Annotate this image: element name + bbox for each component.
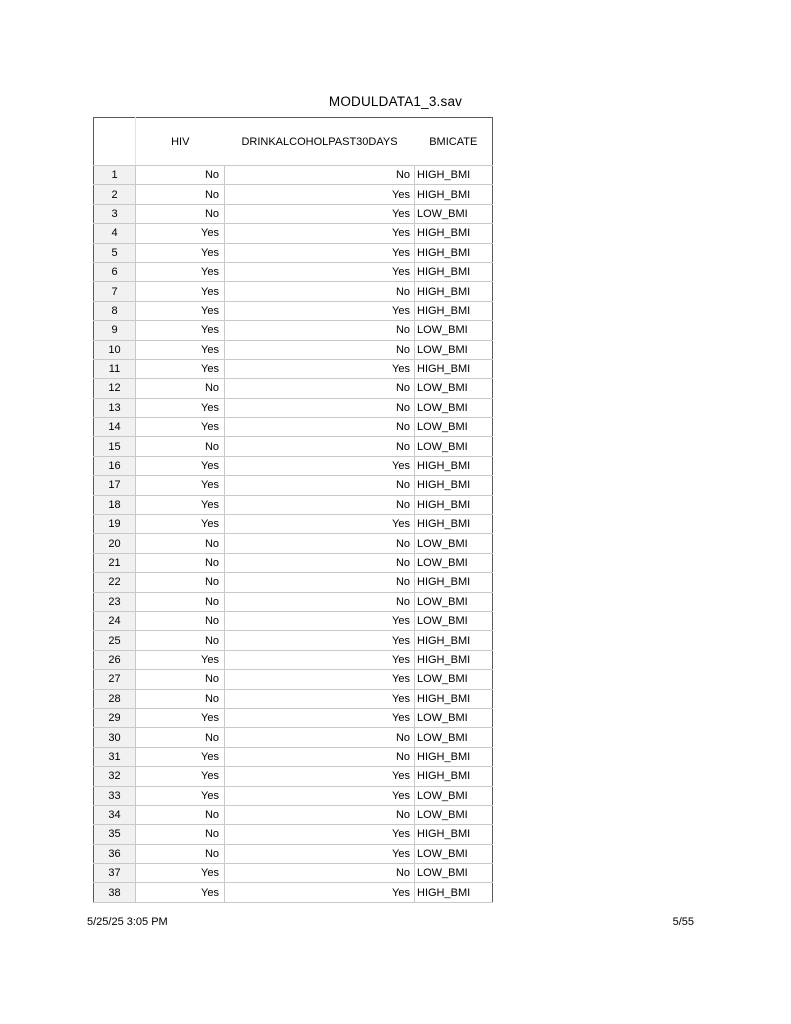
row-number-cell: 17 xyxy=(94,476,136,495)
header-row xyxy=(94,118,493,166)
table-row xyxy=(94,786,493,805)
drinkalcohol-cell: Yes xyxy=(225,262,415,281)
drinkalcohol-cell: Yes xyxy=(225,825,415,844)
column-header-drinkalcoholpast30days: DRINKALCOHOLPAST30DAYS xyxy=(225,118,415,166)
row-number-cell: 20 xyxy=(94,534,136,553)
hiv-cell: No xyxy=(136,437,225,456)
table-row xyxy=(94,204,493,223)
bmicate-cell: HIGH_BMI xyxy=(415,224,493,243)
hiv-cell: Yes xyxy=(136,359,225,378)
table-row xyxy=(94,553,493,572)
column-header-bmicate: BMICATE xyxy=(415,118,493,166)
table-header xyxy=(94,118,493,166)
bmicate-cell: LOW_BMI xyxy=(415,340,493,359)
row-number-cell: 24 xyxy=(94,611,136,630)
table-row xyxy=(94,340,493,359)
hiv-cell: Yes xyxy=(136,708,225,727)
table-row xyxy=(94,573,493,592)
table-row xyxy=(94,224,493,243)
row-number-cell: 35 xyxy=(94,825,136,844)
bmicate-cell: HIGH_BMI xyxy=(415,262,493,281)
hiv-cell: No xyxy=(136,670,225,689)
bmicate-cell: LOW_BMI xyxy=(415,418,493,437)
bmicate-cell: LOW_BMI xyxy=(415,398,493,417)
hiv-cell: Yes xyxy=(136,262,225,281)
table-row xyxy=(94,844,493,863)
drinkalcohol-cell: No xyxy=(225,864,415,883)
row-number-cell: 16 xyxy=(94,456,136,475)
drinkalcohol-cell: Yes xyxy=(225,670,415,689)
hiv-cell: No xyxy=(136,844,225,863)
table-row xyxy=(94,825,493,844)
row-number-cell: 28 xyxy=(94,689,136,708)
table-row xyxy=(94,689,493,708)
drinkalcohol-cell: No xyxy=(225,321,415,340)
bmicate-cell: HIGH_BMI xyxy=(415,689,493,708)
table-row xyxy=(94,398,493,417)
drinkalcohol-cell: No xyxy=(225,495,415,514)
hiv-cell: No xyxy=(136,166,225,185)
bmicate-cell: LOW_BMI xyxy=(415,805,493,824)
drinkalcohol-cell: Yes xyxy=(225,767,415,786)
drinkalcohol-cell: No xyxy=(225,340,415,359)
bmicate-cell: HIGH_BMI xyxy=(415,825,493,844)
row-number-cell: 12 xyxy=(94,379,136,398)
table-row xyxy=(94,728,493,747)
table-row xyxy=(94,495,493,514)
hiv-cell: No xyxy=(136,805,225,824)
drinkalcohol-cell: Yes xyxy=(225,456,415,475)
footer-page-number: 5/55 xyxy=(672,916,694,928)
bmicate-cell: LOW_BMI xyxy=(415,670,493,689)
table-row xyxy=(94,476,493,495)
bmicate-cell: HIGH_BMI xyxy=(415,883,493,902)
drinkalcohol-cell: No xyxy=(225,534,415,553)
bmicate-cell: HIGH_BMI xyxy=(415,515,493,534)
drinkalcohol-cell: No xyxy=(225,379,415,398)
drinkalcohol-cell: No xyxy=(225,398,415,417)
hiv-cell: No xyxy=(136,553,225,572)
bmicate-cell: LOW_BMI xyxy=(415,786,493,805)
hiv-cell: Yes xyxy=(136,476,225,495)
hiv-cell: Yes xyxy=(136,767,225,786)
table-row xyxy=(94,650,493,669)
drinkalcohol-cell: Yes xyxy=(225,708,415,727)
drinkalcohol-cell: Yes xyxy=(225,301,415,320)
hiv-cell: No xyxy=(136,185,225,204)
hiv-cell: No xyxy=(136,689,225,708)
document-title: MODULDATA1_3.sav xyxy=(328,94,463,109)
hiv-cell: Yes xyxy=(136,786,225,805)
row-number-header xyxy=(94,118,136,166)
hiv-cell: Yes xyxy=(136,864,225,883)
table-row xyxy=(94,359,493,378)
column-header-hiv: HIV xyxy=(136,118,225,166)
bmicate-cell: LOW_BMI xyxy=(415,534,493,553)
table-row xyxy=(94,379,493,398)
table-row xyxy=(94,282,493,301)
bmicate-cell: LOW_BMI xyxy=(415,204,493,223)
table-row xyxy=(94,456,493,475)
drinkalcohol-cell: Yes xyxy=(225,883,415,902)
hiv-cell: Yes xyxy=(136,243,225,262)
bmicate-cell: HIGH_BMI xyxy=(415,476,493,495)
table-row xyxy=(94,243,493,262)
row-number-cell: 3 xyxy=(94,204,136,223)
bmicate-cell: LOW_BMI xyxy=(415,379,493,398)
table-row xyxy=(94,515,493,534)
table-row xyxy=(94,767,493,786)
row-number-cell: 10 xyxy=(94,340,136,359)
row-number-cell: 29 xyxy=(94,708,136,727)
page-footer xyxy=(87,916,694,928)
bmicate-cell: LOW_BMI xyxy=(415,864,493,883)
table-row xyxy=(94,592,493,611)
bmicate-cell: LOW_BMI xyxy=(415,844,493,863)
row-number-cell: 11 xyxy=(94,359,136,378)
drinkalcohol-cell: Yes xyxy=(225,224,415,243)
row-number-cell: 22 xyxy=(94,573,136,592)
drinkalcohol-cell: No xyxy=(225,747,415,766)
hiv-cell: No xyxy=(136,631,225,650)
hiv-cell: Yes xyxy=(136,340,225,359)
table-row xyxy=(94,185,493,204)
table-row xyxy=(94,670,493,689)
row-number-cell: 30 xyxy=(94,728,136,747)
hiv-cell: Yes xyxy=(136,418,225,437)
table-row xyxy=(94,805,493,824)
bmicate-cell: LOW_BMI xyxy=(415,321,493,340)
table-row xyxy=(94,747,493,766)
hiv-cell: No xyxy=(136,379,225,398)
row-number-cell: 33 xyxy=(94,786,136,805)
bmicate-cell: HIGH_BMI xyxy=(415,243,493,262)
drinkalcohol-cell: Yes xyxy=(225,359,415,378)
row-number-cell: 34 xyxy=(94,805,136,824)
row-number-cell: 5 xyxy=(94,243,136,262)
row-number-cell: 15 xyxy=(94,437,136,456)
row-number-cell: 13 xyxy=(94,398,136,417)
bmicate-cell: HIGH_BMI xyxy=(415,185,493,204)
row-number-cell: 14 xyxy=(94,418,136,437)
hiv-cell: Yes xyxy=(136,495,225,514)
row-number-cell: 26 xyxy=(94,650,136,669)
hiv-cell: No xyxy=(136,825,225,844)
table-row xyxy=(94,166,493,185)
row-number-cell: 1 xyxy=(94,166,136,185)
hiv-cell: No xyxy=(136,592,225,611)
row-number-cell: 23 xyxy=(94,592,136,611)
drinkalcohol-cell: Yes xyxy=(225,515,415,534)
bmicate-cell: HIGH_BMI xyxy=(415,573,493,592)
row-number-cell: 6 xyxy=(94,262,136,281)
table-body xyxy=(94,166,493,903)
hiv-cell: No xyxy=(136,728,225,747)
drinkalcohol-cell: No xyxy=(225,166,415,185)
table-row xyxy=(94,321,493,340)
hiv-cell: Yes xyxy=(136,650,225,669)
hiv-cell: Yes xyxy=(136,224,225,243)
drinkalcohol-cell: Yes xyxy=(225,185,415,204)
drinkalcohol-cell: No xyxy=(225,418,415,437)
hiv-cell: No xyxy=(136,573,225,592)
drinkalcohol-cell: No xyxy=(225,437,415,456)
table-row xyxy=(94,708,493,727)
data-table xyxy=(93,117,493,903)
bmicate-cell: LOW_BMI xyxy=(415,592,493,611)
hiv-cell: No xyxy=(136,534,225,553)
bmicate-cell: HIGH_BMI xyxy=(415,166,493,185)
row-number-cell: 7 xyxy=(94,282,136,301)
row-number-cell: 9 xyxy=(94,321,136,340)
bmicate-cell: LOW_BMI xyxy=(415,728,493,747)
drinkalcohol-cell: No xyxy=(225,805,415,824)
hiv-cell: Yes xyxy=(136,747,225,766)
table-row xyxy=(94,437,493,456)
hiv-cell: Yes xyxy=(136,282,225,301)
drinkalcohol-cell: No xyxy=(225,476,415,495)
hiv-cell: Yes xyxy=(136,301,225,320)
drinkalcohol-cell: Yes xyxy=(225,786,415,805)
table-row xyxy=(94,262,493,281)
drinkalcohol-cell: Yes xyxy=(225,204,415,223)
table-row xyxy=(94,301,493,320)
hiv-cell: Yes xyxy=(136,515,225,534)
hiv-cell: Yes xyxy=(136,883,225,902)
row-number-cell: 25 xyxy=(94,631,136,650)
footer-datetime: 5/25/25 3:05 PM xyxy=(87,916,168,928)
hiv-cell: No xyxy=(136,611,225,630)
drinkalcohol-cell: Yes xyxy=(225,243,415,262)
drinkalcohol-cell: Yes xyxy=(225,631,415,650)
row-number-cell: 31 xyxy=(94,747,136,766)
row-number-cell: 19 xyxy=(94,515,136,534)
row-number-cell: 38 xyxy=(94,883,136,902)
bmicate-cell: HIGH_BMI xyxy=(415,301,493,320)
row-number-cell: 36 xyxy=(94,844,136,863)
row-number-cell: 8 xyxy=(94,301,136,320)
bmicate-cell: HIGH_BMI xyxy=(415,456,493,475)
bmicate-cell: LOW_BMI xyxy=(415,708,493,727)
drinkalcohol-cell: Yes xyxy=(225,689,415,708)
bmicate-cell: LOW_BMI xyxy=(415,553,493,572)
bmicate-cell: LOW_BMI xyxy=(415,611,493,630)
row-number-cell: 21 xyxy=(94,553,136,572)
bmicate-cell: HIGH_BMI xyxy=(415,359,493,378)
drinkalcohol-cell: No xyxy=(225,573,415,592)
row-number-cell: 4 xyxy=(94,224,136,243)
row-number-cell: 2 xyxy=(94,185,136,204)
row-number-cell: 37 xyxy=(94,864,136,883)
drinkalcohol-cell: No xyxy=(225,282,415,301)
bmicate-cell: HIGH_BMI xyxy=(415,631,493,650)
table-row xyxy=(94,883,493,902)
hiv-cell: Yes xyxy=(136,456,225,475)
bmicate-cell: HIGH_BMI xyxy=(415,767,493,786)
bmicate-cell: HIGH_BMI xyxy=(415,495,493,514)
drinkalcohol-cell: Yes xyxy=(225,650,415,669)
table-row xyxy=(94,611,493,630)
drinkalcohol-cell: No xyxy=(225,592,415,611)
table-row xyxy=(94,534,493,553)
hiv-cell: Yes xyxy=(136,398,225,417)
table-row xyxy=(94,631,493,650)
bmicate-cell: HIGH_BMI xyxy=(415,282,493,301)
row-number-cell: 18 xyxy=(94,495,136,514)
bmicate-cell: HIGH_BMI xyxy=(415,747,493,766)
bmicate-cell: LOW_BMI xyxy=(415,437,493,456)
drinkalcohol-cell: No xyxy=(225,553,415,572)
hiv-cell: No xyxy=(136,204,225,223)
table-row xyxy=(94,418,493,437)
bmicate-cell: HIGH_BMI xyxy=(415,650,493,669)
drinkalcohol-cell: Yes xyxy=(225,844,415,863)
table-row xyxy=(94,864,493,883)
row-number-cell: 27 xyxy=(94,670,136,689)
drinkalcohol-cell: Yes xyxy=(225,611,415,630)
drinkalcohol-cell: No xyxy=(225,728,415,747)
hiv-cell: Yes xyxy=(136,321,225,340)
row-number-cell: 32 xyxy=(94,767,136,786)
